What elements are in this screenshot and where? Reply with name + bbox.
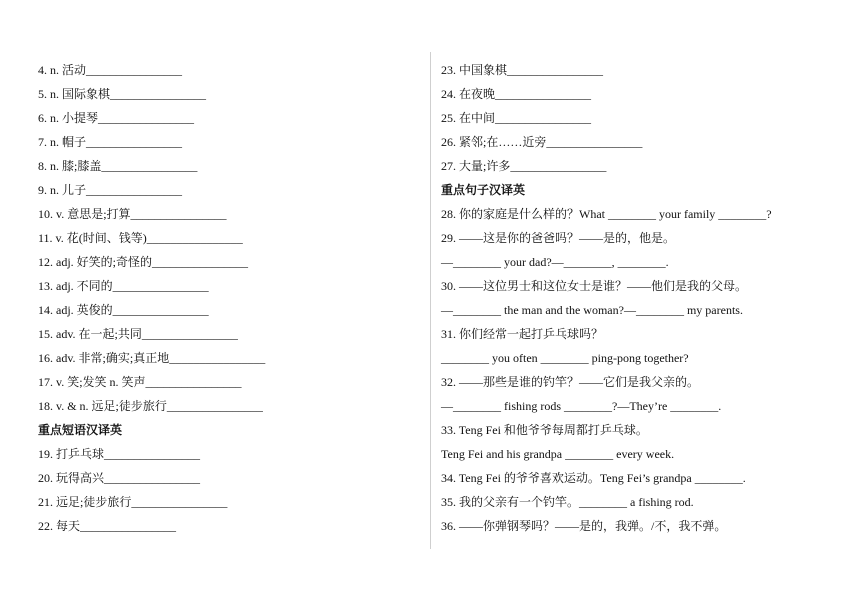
- sentence-item-33: 33. Teng Fei 和他爷爷每周都打乒乓球。: [441, 423, 648, 437]
- sentence-item-34: 34. Teng Fei 的爷爷喜欢运动。Teng Fei’s grandpa ________.: [441, 471, 746, 485]
- vocab-item-9: 9. n. 儿子________________: [38, 183, 183, 197]
- sentence-item-28: 28. 你的家庭是什么样的？What ________ your family ________?: [441, 207, 772, 221]
- sentence-item-31: 31. 你们经常一起打乒乓球吗？: [441, 327, 604, 341]
- vocab-item-16: 16. adv. 非常;确实;真正地________________: [38, 351, 266, 365]
- phrase-item-22: 22. 每天________________: [38, 519, 177, 533]
- section-heading-phrases: 重点短语汉译英: [38, 423, 123, 437]
- vocab-item-14: 14. adj. 英俊的________________: [38, 303, 209, 317]
- sentence-item-29-answer: —________ your dad?—________, ________.: [441, 255, 669, 269]
- phrase-item-23: 23. 中国象棋________________: [441, 63, 604, 77]
- vocab-item-7: 7. n. 帽子________________: [38, 135, 183, 149]
- vocab-item-8: 8. n. 膝;膝盖________________: [38, 159, 198, 173]
- phrase-item-27: 27. 大量;许多________________: [441, 159, 607, 173]
- right-column: [441, 58, 841, 538]
- left-column: [38, 58, 418, 538]
- vocab-item-5: 5. n. 国际象棋________________: [38, 87, 207, 101]
- sentence-item-30-answer: —________ the man and the woman?—________ my parents.: [441, 303, 743, 317]
- sentence-item-30: 30. ——这位男士和这位女士是谁？——他们是我的父母。: [441, 279, 748, 293]
- section-heading-sentences: 重点句子汉译英: [441, 183, 526, 197]
- vocab-item-18: 18. v. & n. 远足;徒步旅行________________: [38, 399, 263, 413]
- sentence-item-31-answer: ________ you often ________ ping-pong together?: [441, 351, 689, 365]
- vocab-item-10: 10. v. 意思是;打算________________: [38, 207, 227, 221]
- sentence-item-29: 29. ——这是你的爸爸吗？——是的，他是。: [441, 231, 676, 245]
- sentence-item-32: 32. ——那些是谁的钓竿？——它们是我父亲的。: [441, 375, 700, 389]
- phrase-item-20: 20. 玩得高兴________________: [38, 471, 201, 485]
- vocab-item-6: 6. n. 小提琴________________: [38, 111, 195, 125]
- column-divider: [430, 52, 431, 549]
- vocab-item-11: 11. v. 花(时间、钱等)________________: [38, 231, 243, 245]
- sentence-item-35: 35. 我的父亲有一个钓竿。________ a fishing rod.: [441, 495, 694, 509]
- sentence-item-33-answer: Teng Fei and his grandpa ________ every week.: [441, 447, 675, 461]
- vocab-item-12: 12. adj. 好笑的;奇怪的________________: [38, 255, 248, 269]
- vocab-item-17: 17. v. 笑;发笑 n. 笑声________________: [38, 375, 242, 389]
- sentence-item-32-answer: —________ fishing rods ________?—They’re ________.: [441, 399, 722, 413]
- vocab-item-13: 13. adj. 不同的________________: [38, 279, 209, 293]
- phrase-item-19: 19. 打乒乓球________________: [38, 447, 201, 461]
- phrase-item-24: 24. 在夜晚________________: [441, 87, 592, 101]
- vocab-item-15: 15. adv. 在一起;共同________________: [38, 327, 238, 341]
- phrase-item-26: 26. 紧邻;在……近旁________________: [441, 135, 643, 149]
- phrase-item-21: 21. 远足;徒步旅行________________: [38, 495, 228, 509]
- sentence-item-36: 36. ——你弹钢琴吗？——是的，我弹。/不，我不弹。: [441, 519, 727, 533]
- vocab-item-4: 4. n. 活动________________: [38, 63, 183, 77]
- phrase-item-25: 25. 在中间________________: [441, 111, 592, 125]
